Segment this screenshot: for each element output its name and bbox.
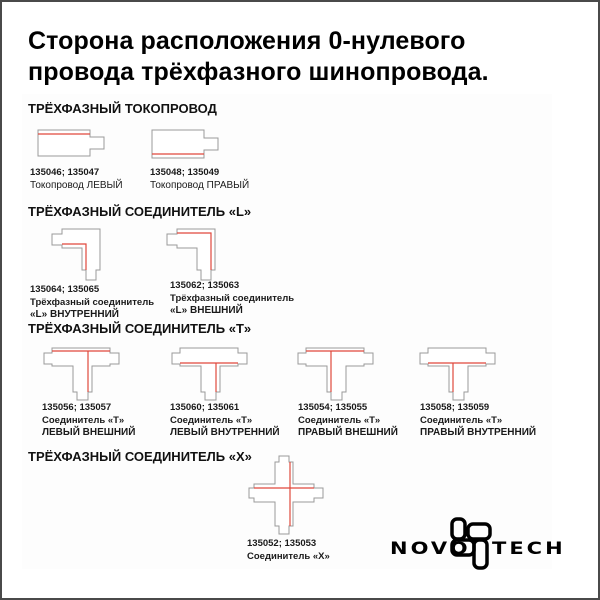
product-name: Соединитель «Т» bbox=[420, 414, 503, 426]
logo-text-tech: TECH bbox=[492, 539, 566, 559]
caption-t-left-outer bbox=[42, 402, 135, 440]
track-left-icon bbox=[36, 128, 108, 158]
product-name: Трёхфазный соединитель bbox=[30, 296, 155, 308]
product-variant: ПРАВЫЙ ВНУТРЕННИЙ bbox=[420, 427, 537, 438]
section-heading-t-connector: ТРЁХФАЗНЫЙ СОЕДИНИТЕЛЬ «Т» bbox=[28, 321, 252, 336]
t-connector-right-outer-icon bbox=[296, 345, 376, 403]
section-heading-track: ТРЁХФАЗНЫЙ ТОКОПРОВОД bbox=[28, 101, 217, 116]
x-connector-icon bbox=[247, 454, 325, 536]
product-variant: ЛЕВЫЙ ВНЕШНИЙ bbox=[42, 427, 136, 438]
logo-mark-icon bbox=[448, 516, 494, 572]
logo-text-novo: NOVO bbox=[390, 539, 471, 559]
l-connector-outer-icon bbox=[165, 226, 219, 284]
product-code: 135056; 135057 bbox=[42, 402, 112, 413]
product-code: 135052; 135053 bbox=[247, 538, 317, 549]
product-name: Соединитель «Т» bbox=[298, 414, 381, 426]
t-connector-left-outer-icon bbox=[42, 345, 122, 403]
novotech-logo bbox=[388, 516, 572, 572]
t-connector-left-inner-icon bbox=[170, 345, 250, 403]
caption-l-outer bbox=[170, 280, 294, 318]
l-connector-inner-icon bbox=[50, 226, 104, 284]
product-code: 135046; 135047 bbox=[30, 167, 100, 178]
caption-t-left-inner bbox=[170, 402, 280, 440]
product-name: Трёхфазный соединитель bbox=[170, 292, 295, 304]
product-code: 135060; 135061 bbox=[170, 402, 240, 413]
product-code: 135064; 135065 bbox=[30, 284, 100, 295]
section-heading-l-connector: ТРЁХФАЗНЫЙ СОЕДИНИТЕЛЬ «L» bbox=[28, 204, 252, 219]
title-line-1: Сторона расположения 0-нулевого bbox=[28, 27, 466, 55]
section-heading-x-connector: ТРЁХФАЗНЫЙ СОЕДИНИТЕЛЬ «X» bbox=[28, 449, 252, 464]
t-connector-right-inner-icon bbox=[418, 345, 498, 403]
track-right-icon bbox=[150, 128, 222, 160]
product-name: Соединитель «X» bbox=[247, 550, 330, 562]
caption-track-left bbox=[30, 167, 123, 192]
product-variant: «L» ВНУТРЕННИЙ bbox=[30, 309, 119, 320]
product-name: Соединитель «Т» bbox=[42, 414, 125, 426]
product-variant: ЛЕВЫЙ ВНУТРЕННИЙ bbox=[170, 427, 280, 438]
page-title bbox=[28, 26, 568, 88]
product-variant: ПРАВЫЙ ВНЕШНИЙ bbox=[298, 427, 398, 438]
caption-x-connector bbox=[247, 538, 330, 563]
product-variant: «L» ВНЕШНИЙ bbox=[170, 305, 243, 316]
caption-t-right-outer bbox=[298, 402, 398, 440]
product-code: 135058; 135059 bbox=[420, 402, 490, 413]
product-name: Токопровод ПРАВЫЙ bbox=[150, 179, 250, 191]
caption-t-right-inner bbox=[420, 402, 536, 440]
product-name: Токопровод ЛЕВЫЙ bbox=[30, 179, 123, 191]
caption-track-right bbox=[150, 167, 249, 192]
product-code: 135054; 135055 bbox=[298, 402, 368, 413]
title-line-2: провода трёхфазного шинопровода. bbox=[28, 58, 489, 86]
product-code: 135048; 135049 bbox=[150, 167, 220, 178]
caption-l-inner bbox=[30, 284, 154, 322]
product-code: 135062; 135063 bbox=[170, 280, 240, 291]
product-name: Соединитель «Т» bbox=[170, 414, 253, 426]
